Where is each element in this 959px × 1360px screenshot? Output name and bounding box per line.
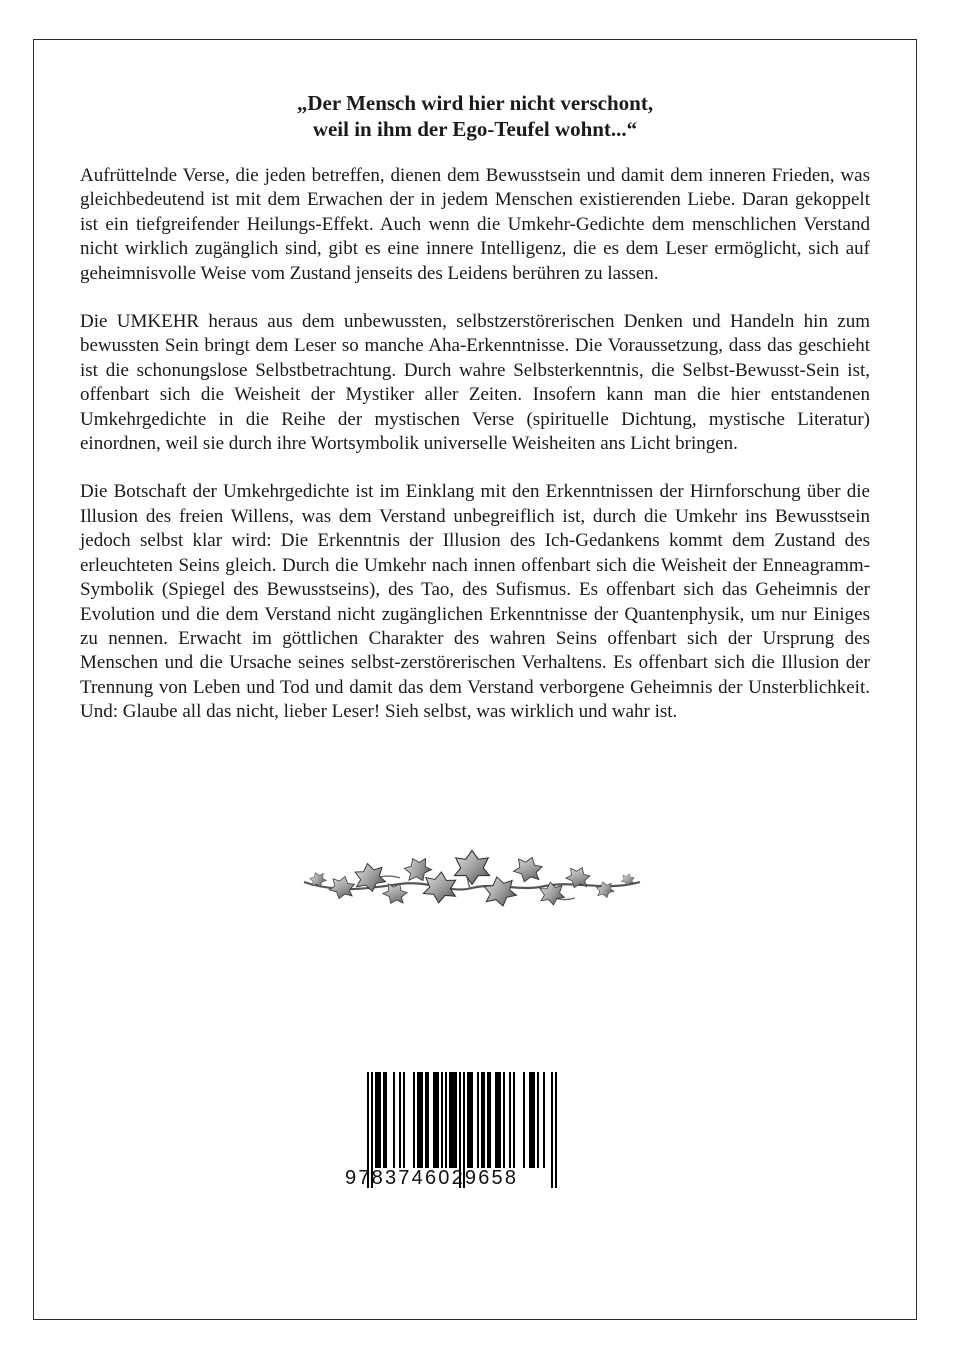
barcode-bar <box>445 1072 447 1168</box>
barcode-bar <box>417 1072 419 1168</box>
blurb-paragraph-3: Die Botschaft der Umkehrgedichte ist im Einklang mit den Erkenntnissen der Hirnforschung über die Illusion des freien Willens, was dem Verstand unbegreiflich ist, durch die Umkehr ins Bewusstsein jedoch selbst klar wird: Die Erkenntnis der Illusion des Ich-Gedankens kommt dem Zustand des erleuchteten Seins gleich. Durch die Umkehr nach innen offenbart sich die Weisheit der Enneagramm-Symbolik (Spiegel des Bewusstseins), des Tao, des Sufismus. Es offenbart sich das Geheimnis der Evolution und die dem Verstand nicht zugänglichen Erkenntnisse der Quantenphysik, um nur Einiges zu nennen. Erwacht im göttlichen Charakter des wahren Seins offenbart sich der Ursprung des Menschen und die Ursache seines selbst-zerstörerischen Verhaltens. Es offenbart sich die Illusion der Trennung von Leben und Tod und damit das dem Verstand verborgene Geheimnis der Unsterblichkeit. Und: Glaube all das nicht, lieber Leser! Sieh selbst, was wirklich und wahr ist. <box>80 481 870 723</box>
barcode-bar <box>497 1072 499 1168</box>
barcode-bar <box>503 1072 505 1168</box>
barcode-bar <box>399 1072 401 1168</box>
barcode-bar <box>481 1072 483 1168</box>
barcode-bar <box>523 1072 525 1168</box>
barcode-bar <box>509 1072 511 1168</box>
barcode-bar <box>513 1072 515 1168</box>
barcode-bar <box>499 1072 501 1168</box>
barcode-bar <box>421 1072 423 1168</box>
blurb-paragraph-2: Die UMKEHR heraus aus dem unbewussten, selbstzerstörerischen Denken und Handeln hin zum bewussten Sein bringt dem Leser so manche Aha-Erkenntnisse. Die Voraussetzung, dass das geschieht ist die schonungslose Selbstbetrachtung. Durch wahre Selbsterkenntnis, die Selbst-Bewusst-Sein ist, offenbart sich die Weisheit der Mystiker aller Zeiten. Insofern kann man die hier entstandenen Umkehrgedichte in die Reihe der mystischen Verse (spirituelle Dichtung, mystische Literatur) einordnen, weil sie durch ihre Wortsymbolik universelle Weisheiten ans Licht bringen. <box>80 311 870 455</box>
barcode-bar <box>477 1072 479 1168</box>
barcode-bar <box>435 1072 437 1168</box>
barcode-bar <box>379 1072 381 1168</box>
barcode-bar <box>533 1072 535 1168</box>
barcode-bar <box>441 1072 443 1168</box>
barcode-bar <box>403 1072 405 1168</box>
blurb-text <box>80 164 870 749</box>
barcode-bar <box>451 1072 453 1168</box>
barcode-bar <box>437 1072 439 1168</box>
barcode-bar <box>537 1072 539 1168</box>
barcode-bar <box>455 1072 457 1168</box>
barcode-bar <box>425 1072 427 1168</box>
isbn-number: 9783746029658 <box>345 1167 519 1189</box>
barcode-bar <box>449 1072 451 1168</box>
barcode-bar <box>483 1072 485 1168</box>
barcode-bar <box>453 1072 455 1168</box>
blurb-paragraph-1: Aufrüttelnde Verse, die jeden betreffen, dienen dem Bewusstsein und damit dem inneren Frieden, was gleichbedeutend ist mit dem Erwachen der in jedem Menschen existierenden Liebe. Daran gekoppelt ist ein tiefgreifender Heilungs-Effekt. Auch wenn die Umkehr-Gedichte dem menschlichen Verstand nicht wirklich zugänglich sind, gibt es eine innere Intelligenz, die es dem Leser ermöglicht, sich auf geheimnisvolle Weise vom Zustand jenseits des Leidens berühren zu lassen. <box>80 165 870 284</box>
barcode-bar <box>469 1072 471 1168</box>
headline-quote <box>33 90 917 142</box>
barcode-bar <box>383 1072 385 1168</box>
barcode-bar <box>375 1072 377 1168</box>
barcode-bar <box>489 1072 491 1168</box>
barcode-bar <box>427 1072 429 1168</box>
barcode-bar <box>495 1072 497 1168</box>
barcode-bar <box>419 1072 421 1168</box>
barcode-bar <box>467 1072 469 1168</box>
barcode-bar <box>529 1072 531 1168</box>
barcode-bar <box>471 1072 473 1168</box>
barcode-bar <box>487 1072 489 1168</box>
headline-line-1: „Der Mensch wird hier nicht verschont, <box>296 91 654 115</box>
headline-line-2: weil in ihm der Ego-Teufel wohnt...“ <box>312 117 638 141</box>
barcode-bar <box>385 1072 387 1168</box>
barcode-bar <box>393 1072 395 1168</box>
barcode-bar <box>543 1072 545 1168</box>
barcode-bar <box>377 1072 379 1168</box>
barcode-bar <box>413 1072 415 1168</box>
barcode-bar <box>531 1072 533 1168</box>
ivy-vine-ornament-icon <box>300 848 645 916</box>
barcode-bar <box>433 1072 435 1168</box>
